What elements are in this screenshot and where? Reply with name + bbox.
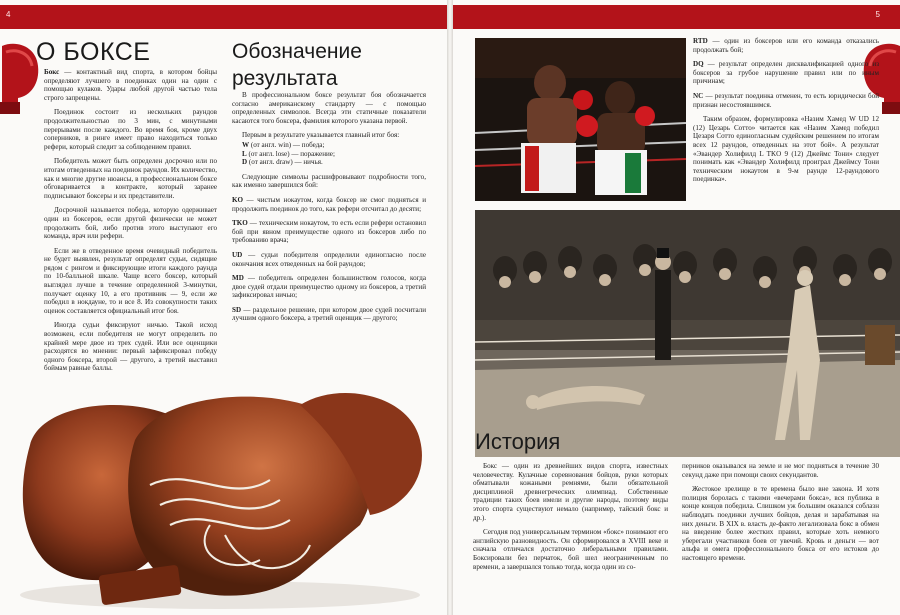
intro-column: Бокс — контактный вид спорта, в котором бойцы определяют лучшего в поединках один на один с помощью кулаков. Удары любой другой частью тела строго запрещены. Поединок состоит из нескольких раундов продолжительностью по 3 мин, с минутными перерывами после каждого. Во время боя, кроме двух соперников, в ринге имеет право находиться только рефери, который следит за соблюдением правил. Победитель может быть определен досрочно или по итогам отведенных на поединок раундов. Их количество, как и многие другие нюансы, в профессиональном боксе обговаривается в контракте, который заранее подписывают боксеры и их представители. Досрочной называется победа, которую одерживает один из боксеров, если другой физически не может продолжить бой, либо против этого выступают его команда, врач или рефери. Если же в отведенное время очевидный победитель не будет выявлен, результат определят судьи, сидящие рядом с рингом и фиксирующие итоги каждого раунда по 10-балльной шкале. Чаще всего боксер, который выглядел лучше в течение определенной 3-минутки, получает оценку 10, а его противник — 9, если же победил в нокдауне, то и все 8. Из совокупности таких оценок составляется официальный итог боя. Иногда судьи фиксируют ничью. Такой исход возможен, если победителя не могут определить по крайней мере двое из трех судей. Или все оценщики расходятся во мнении: первый зафиксировал победу одного боксера, второй — другого, а третий выставил боймам равные баллы. (44, 68, 218, 373)
paragraph: Если же в отведенное время очевидный победитель не будет выявлен, результат определят судьи, сидящие рядом с рингом и фиксирующие итоги каждого раунда по 10-балльной шкале. Чаще всего боксер, который выглядел лучше в течение определенной 3-минутки, получает оценку 10, а его противник — 9, если же победил в нокдауне, то и все 8. Из совокупности таких оценок составляется официальный итог боя. (44, 246, 217, 315)
leather-gloves-image (0, 385, 447, 615)
left-page-number: 4 (6, 10, 11, 19)
paragraph: Победитель может быть определен досрочно или по итогам отведенных на поединок раундов. Их количество, как и многие другие нюансы, в профессиональном боксе обговаривается в контракте, который заранее подписывают боксеры и их представители. (44, 157, 218, 200)
boxers-photo (475, 38, 686, 201)
paragraph: Жестокое зрелище в те времена было вне закона. И хотя полиция боролась с такими «вечерами бокса», вся публика в конце концов победила. Слишком уж большим оказался соблазн наблюдать поединки лучших бойцов, делая и зарабатывая на них деньги. В XIX в. власть де-факто легализовала бокс в обмен на введение более жестких правил, которые хоть немного уберегали участников боев от увечий. Кровь и деньги — вот альфа и омега профессионального бокса от его истоков до настоящего времени. (682, 485, 879, 562)
paragraph: Таким образом, формулировка «Назим Хамед W UD 12 (12) Цезарь Сотто» читается как «Назим Хамед победил Цезаря Сотто единогласным судейским решением по итогам всех 12 раундов, отведенных на этот бой». А результат «Эвандер Холифилд L TKO 9 (12) Джеймс Тони» следует понимать как «Эвандер Холифилд проиграл Джеймсу Тони техническим нокаутом в 9-м раунде 12-раундового поединка». (693, 115, 879, 184)
paragraph: В профессиональном боксе результат боя обозначается согласно американскому стандарту — с помощью определенных символов. Всегда эти статичные показатели касаются того боксера, фамилия которого указана первой. (232, 91, 426, 125)
result-column: В профессиональном боксе результат боя обозначается согласно американскому стандарту — с помощью определенных символов. Всегда эти статичные показатели касаются того боксера, фамилия которого указана первой. Первым в результате указывается главный итог боя: W (от англ. win) — победа; L (от англ. lose) — поражение; D (от англ. draw) — ничья. Следующие символы расшифровывают подробности того, как именно завершился бой: KO — чистым нокаутом, когда боксер не смог подняться и продолжить поединок до того, как рефери отсчитал до десяти; TKO — техническим нокаутом, то есть если рефери остановил бой при явном преимуществе одного из боксеров либо по требованию врача; UD — судьи победителя определили единогласно после окончания всех отведенных на бой раундов; MD — победитель определен большинством голосов, когда двое судей отдали преимущество одному из боксеров, а третий зафиксировал ничью; SD — раздельное решение, при котором двое судей посчитали лучшим одного боксера, а третий оценщик — другого; (232, 91, 426, 323)
right-page (453, 0, 900, 615)
lead-term: Бокс (44, 68, 60, 76)
paragraph: Досрочной называется победа, которую одерживает один из боксеров, если другой физически не может продолжить бой, либо против этого выступают его команда, врач или рефери. (44, 206, 217, 241)
left-page (0, 0, 447, 615)
right-page-number: 5 (875, 10, 880, 19)
paragraph: Сегодня под универсальным термином «бокс» понимают его английскую разновидность. Он сформировался в XVIII веке и сначала отличался достаточно либеральными правилами. Боксировали без перчаток, бой шел неограниченным по времени, а завершался только тогда, когда один из со- (473, 528, 668, 571)
page-title: О БОКСЕ (36, 38, 151, 66)
paragraph: Первым в результате указывается главный итог боя: (242, 131, 400, 140)
historic-boxing-painting (475, 210, 900, 457)
history-column-1 (473, 462, 668, 577)
paragraph: Поединок состоит из нескольких раундов продолжительностью по 3 мин, с минутными перерывами после каждого. Во время боя, кроме двух соперников, в ринге имеет право находиться только рефери, который следит за соблюдением правил. (44, 108, 217, 151)
paragraph: Бокс — один из древнейших видов спорта, известных человечеству. Кулачные соревнования бойцов, руки которых обматывали кожаными ремнями, были обязательной дисциплиной древнегреческих олимпиад. Собственные традиции таких боев имели и другие народы, поэтому виды этого спорта существуют немало (например, тайский бокс и др.). (473, 462, 668, 522)
section-title-result: Обозначение результата (232, 40, 362, 90)
right-top-bar (453, 5, 900, 29)
left-top-bar (0, 5, 447, 29)
paragraph: перников оказывался на земле и не мог подняться в течение 30 секунд даже при помощи своих секундантов. (682, 462, 879, 479)
symbols-column: RTD — один из боксеров или его команда отказались продолжать бой; DQ — результат определен дисквалификацией одного из боксеров за грубое нарушение правил или по иным причинам; NC — результат поединка отменен, то есть юридически бой признан несостоявшимся. Таким образом, формулировка «Назим Хамед W UD 12 (12) Цезарь Сотто» читается как «Назим Хамед победил Цезаря Сотто единогласным судейским решением по итогам всех 12 раундов, отведенных на этот бой». А результат «Эвандер Холифилд L TKO 9 (12) Джеймс Тони» следует понимать как «Эвандер Холифилд проиграл Джеймсу Тони техническим нокаутом в 9-м раунде 12-раундового поединка». (693, 37, 879, 184)
paragraph: Иногда судьи фиксируют ничью. Такой исход возможен, если победителя не могут определить по крайней мере двое из трех судей. Или все оценщики расходятся во мнении: первый зафиксировал победу одного боксера, второй — другого, а третий выставил боймам равные баллы. (44, 321, 217, 373)
history-column-2 (682, 462, 879, 569)
section-title-history: История (475, 429, 561, 454)
paragraph: Следующие символы расшифровывают подробности того, как именно завершился бой: (232, 172, 426, 190)
